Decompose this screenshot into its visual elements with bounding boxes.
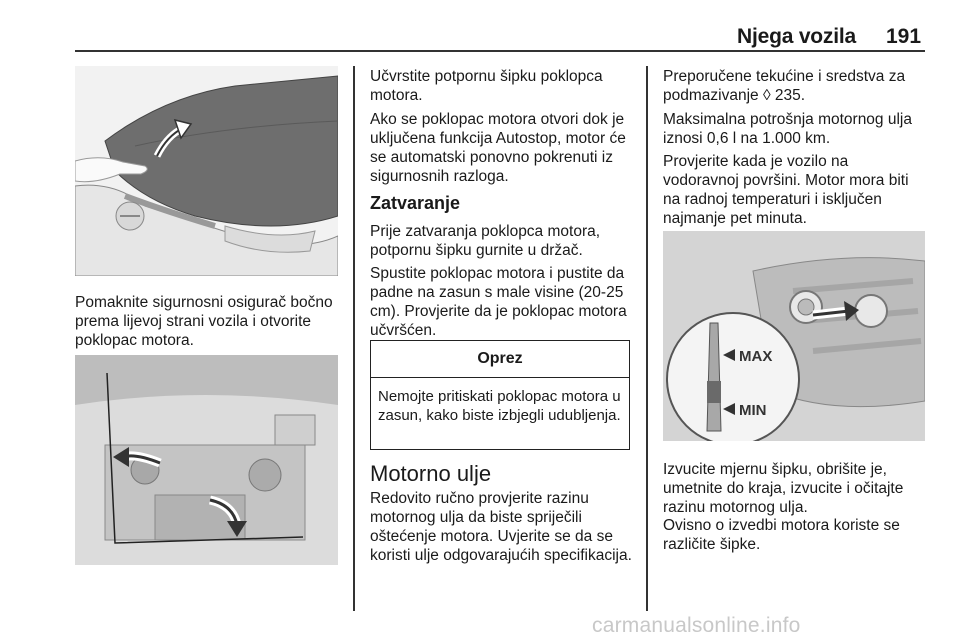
- caution-body: Nemojte pritiskati poklopac motora u zasun, kako biste izbjegli udubljenja.: [378, 388, 621, 424]
- watermark: carmanualsonline.info: [592, 614, 801, 637]
- illustration-dipstick: [663, 231, 925, 441]
- page-header-title: Njega vozila: [737, 25, 856, 48]
- caption-open-hood: Pomaknite sigurnosni osigurač bočno prema lijevoj strani vozila i otvorite poklopac motora.: [75, 294, 333, 349]
- paragraph-oil-check: Redovito ručno provjerite razinu motornog ulja da biste spriječili oštećenje motora. Uvjerite se da se koristi ulje odgovarajućih specifikacija.: [370, 490, 632, 564]
- dipstick-min-label: MIN: [739, 402, 767, 419]
- paragraph-dipstick-variants: Ovisno o izvedbi motora koriste se različite šipke.: [663, 517, 900, 553]
- column-divider-right: [646, 66, 648, 611]
- caution-title: Oprez: [371, 341, 629, 378]
- paragraph-read-dipstick: Izvucite mjernu šipku, obrišite je, umetnite do kraja, izvucite i očitajte razinu motornog ulja.: [663, 461, 904, 516]
- paragraph-before-closing: Prije zatvaranja poklopca motora, potpornu šipku gurnite u držač.: [370, 223, 601, 259]
- illustration-hood-release: [75, 66, 338, 276]
- page-number: 191: [886, 25, 922, 48]
- paragraph-recommended-fluids: Preporučene tekućine i sredstva za podmazivanje ◊ 235.: [663, 68, 906, 104]
- paragraph-oil-consumption: Maksimalna potrošnja motornog ulja iznosi 0,6 l na 1.000 km.: [663, 111, 912, 147]
- illustration-support-rod: [75, 355, 338, 565]
- paragraph-lower-hood: Spustite poklopac motora i pustite da padne na zasun s male visine (20-25 cm). Provjerite da je poklopac motora učvršćen.: [370, 265, 627, 339]
- column-divider-left: [353, 66, 355, 611]
- heading-closing: Zatvaranje: [370, 193, 461, 213]
- header-rule: [75, 50, 925, 52]
- paragraph-secure-rod: Učvrstite potpornu šipku poklopca motora.: [370, 68, 603, 104]
- dipstick-max-label: MAX: [739, 348, 773, 365]
- paragraph-autostop: Ako se poklopac motora otvori dok je uključena funkcija Autostop, motor će se automatski ponovno pokrenuti iz sigurnosnih razloga.: [370, 111, 626, 185]
- heading-engine-oil: Motorno ulje: [370, 461, 492, 486]
- caution-box: [370, 340, 630, 450]
- paragraph-check-conditions: Provjerite kada je vozilo na vodoravnoj površini. Motor mora biti na radnoj temperaturi i isključen najmanje pet minuta.: [663, 153, 909, 227]
